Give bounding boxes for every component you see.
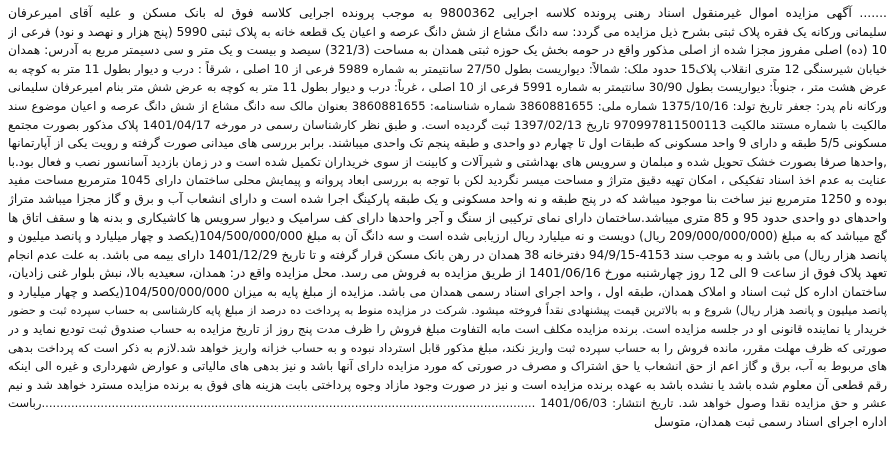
notice-line-22: عشر و حق مزایده نقدا وصول خواهد شد. تاریخ انتشار: 1401/06/03 ......................................................................................................................................رباست bbox=[8, 396, 887, 411]
notice-line-7: مالکیت با شماره مستند مالکیت 970997811500113 تاریخ 1397/02/13 ثبت گردیده است. و طبق نظر کارشناسان رسمی در مورخه 1401/04/17 پلاک مذکور بصورت مجتمع bbox=[8, 117, 887, 132]
notice-line-12: واحدهای دو واحدی حدود 95 و 85 متری میباشد.ساختمان دارای نمای ترکیبی از سنگ و آجر واحدها دارای کف سرامیک و دیوار سرویس ها کاشیکاری و بدنه ها و سقف اتاق ها bbox=[8, 210, 887, 225]
notice-line-21: رقم قطعی آن معلوم شده باشد یا نشده باشد به عهده برنده مزایده است و نیز در صورت وجود مازاد وجوه پرداختی بابت هزینه های فوق به برنده مزایده مسترد خواهد شد و نیم bbox=[8, 377, 887, 392]
notice-line-2: سلیمانی ورکانه یک فقره پلاک ثبتی بشرح ذیل مزایده می گردد: سه دانگ مشاع از شش دانگ عرصه و اعیان یک قطعه خانه به پلاک ثبتی 5990 (پنج هزار و نهصد و نود) فرعی از bbox=[8, 24, 887, 39]
notice-line-1: ....... آگهی مزایده اموال غیرمنقول اسناد رهنی پرونده کلاسه اجرایی 9800362 به موجب پرونده اجرایی کلاسه فوق له بانک مسکن و علیه آقای امیرعرفان bbox=[8, 5, 887, 20]
notice-line-8: مسکونی 5/5 طبقه و دارای 9 واحد مسکونی که طبقات اول تا چهارم دو واحدی و طبقه پنجم تک واحدی میباشند. برابر بررسی های میدانی صورت گرفته و رویت یکی از آپارتمانها bbox=[8, 136, 887, 151]
notice-line-15: تعهد پلاک فوق از ساعت 9 الی 12 روز چهارشنبه مورخ 1401/06/16 از طریق مزایده به فروش می رسد. محل مزایده واقع در: همدان، سعیدیه بالا، نبش بلوار غنی زادیان، bbox=[8, 265, 887, 281]
notice-line-18: خریدار یا نماینده قانونی او در جلسه مزایده است. برنده مزایده مکلف است مابه التفاوت مبلغ فروش را ظرف مدت پنج روز از تاریخ مزایده به حساب صندوق ثبت تودیع نماید و در bbox=[8, 322, 887, 337]
notice-line-11: بوده و 1250 مترمربع نیز ساخت بنا موجود میباشد که در پنج طبقه و نه واحد مسکونی و یک طبقه پارکینگ اجرا شده است و دارای انشعاب آب و برق و گاز مجزا میباشد متراژ bbox=[8, 191, 887, 206]
notice-line-4: خیابان شیرسنگی 12 متری انقلاب پلاک15 حدود ملک: شمالاً: دیواریست بطول 27/50 سانتیمتر به شماره 5989 فرعی از 10 اصلی ، شرقاً : درب و دیوار بطول 11 متر به کوچه به bbox=[8, 61, 887, 76]
notice-line-20: های مربوط به آب، برق و گاز اعم از حق انشعاب یا حق اشتراک و مصرف در صورتی که مورد مزایده دارای آنها باشد و نیز بدهی های مالیاتی و عوارض شهرداری و غیره الی اینکه bbox=[8, 359, 887, 374]
notice-line-6: ورکانه نام پدر: جعفر تاریخ تولد: 1375/10/16 شماره ملی: 3860881655 شماره شناسنامه: 3860881655 بعنوان مالک سه دانگ مشاع از شش دانگ عرصه و اعیان موضوع سند bbox=[8, 98, 887, 113]
notice-line-17: پانصد میلیون و پانصد هزار ریال) شروع و به بالاترین قیمت پیشنهادی نقداً فروخته میشود. شرکت در مزایده منوط به پرداخت ده درصد از مبلغ پایه کارشناسی به حساب سپرده ثبت و حضور bbox=[8, 303, 887, 317]
notice-line-23-signature: اداره اجرای اسناد رسمی ثبت همدان، متوسل bbox=[654, 414, 887, 430]
notice-line-10: عنایت به عدم اخذ اسناد تفکیکی ، امکان تهیه دقیق متراژ و مساحت میسر نگردید لکن با توجه به بررسی ابعاد پروانه و پیمایش محلی ساختمان دارای 1045 مترمربع مساحت مفید bbox=[8, 173, 887, 188]
notice-line-13: گچ میباشد که به مبلغ (209/000/000/000 ریال) دویست و نه میلیارد ریال ارزیابی شده است و سه دانگ آن به مبلغ 104/500/000/000(یکصد و چهار میلیارد و پانصد میلیون و bbox=[8, 229, 887, 244]
notice-line-14: پانصد هزار ریال) می باشد و به موجب سند 4153-94/9/15 دفترخانه 38 همدان در رهن بانک مسکن قرار گرفته و تا تاریخ 1401/12/29 دارای بیمه می باشد. به علت عدم انجام bbox=[8, 247, 887, 262]
notice-line-3: 10 (ده) اصلی مفروز مجزا شده از اصلی مذکور واقع در حومه بخش یک حوزه ثبتی همدان به مساحت (321/3) سیصد و بیست و یک متر و سی دسیمتر مربع به آدرس: همدان bbox=[8, 43, 887, 58]
notice-line-16: ساختمان اداره کل ثبت اسناد و املاک همدان، طبقه اول ، واحد اجرای اسناد رسمی همدان می باشد. مزایده از مبلغ پایه به میزان 104/500/000/000(یکصد و چهار میلیارد و bbox=[8, 284, 887, 299]
notice-line-19: صورتی که ظرف مهلت مقرر، مانده فروش را به حساب سپرده ثبت واریز نکند، مبلغ مذکور قابل استرداد نبوده و به حساب خزانه واریز خواهد شد.لازم به ذکر است که پرداخت بدهی bbox=[8, 340, 887, 355]
notice-line-5: عرض هشت متر ، جنوباً: دیواریست بطول 30/90 سانتیمتر به شماره 5991 فرعی از 10 اصلی ، غرباً: درب و دیوار بطول 11 متر به کوچه به عرض شش متر بنام امیرعرفان سلیمانی bbox=[8, 80, 887, 95]
notice-line-9: ,واحدها صرفا بصورت خشک تحویل شده و مبلمان و سرویس های بهداشتی و شیرآلات و کابینت از سوی خریداران تکمیل شده است و در زمان بازدید آسانسور نصب و فعال بود.با bbox=[8, 154, 887, 169]
